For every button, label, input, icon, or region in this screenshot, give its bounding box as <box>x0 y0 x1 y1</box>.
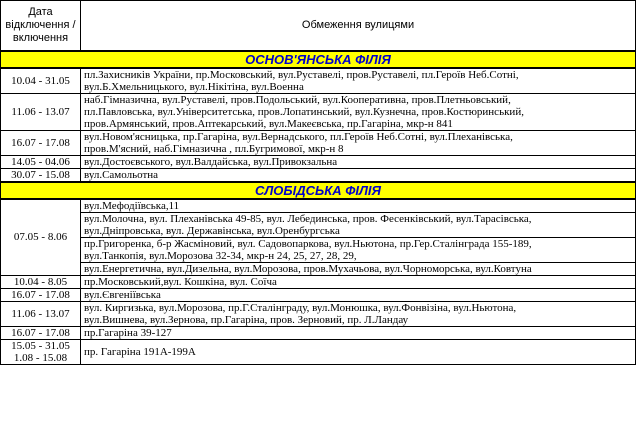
header-date: Дата відключення / включення <box>1 1 81 51</box>
table-row <box>1 199 636 213</box>
row-streets <box>81 326 636 339</box>
row-streets <box>81 212 636 237</box>
row-date: 16.07 - 17.08 <box>1 288 81 301</box>
table-row <box>1 237 636 262</box>
streets-line: пл.Павловська, вул.Університетська, пров.Лопатинський, вул.Кузнечна, пров.Костюринський, <box>84 105 524 118</box>
streets-line: пров.Армянський, пров.Аптекарський, вул.Макеєвська, пр.Гагаріна, мкр-н 841 <box>84 117 453 130</box>
row-date: 10.04 - 31.05 <box>1 68 81 94</box>
row-streets <box>81 130 636 155</box>
table-row <box>1 288 636 301</box>
table-row <box>1 130 636 155</box>
streets-line: вул.Молочна, вул. Плеханівська 49-85, вул. Лебединська, пров. Фесенківський, вул.Тарасівська, <box>84 212 532 225</box>
streets-line: вул.Новом'ясницька, пр.Гагаріна, вул.Вернадського, пл.Героїв Неб.Сотні, вул.Плеханівська, <box>84 130 513 143</box>
streets-line: вул.Самольотна <box>84 168 159 181</box>
table-row <box>1 68 636 94</box>
streets-line: вул.Євгеніївська <box>84 288 161 301</box>
streets-line: пр.Григоренка, б-р Жасміновий, вул. Садовопаркова, вул.Ньютона, пр.Гер.Сталінграда 155-189, <box>84 237 532 250</box>
row-date: 11.06 - 13.07 <box>1 301 81 326</box>
streets-line: наб.Гімназична, вул.Руставелі, пров.Подольський, вул.Кооперативна, пров.Плетньовський, <box>84 93 511 106</box>
row-date: 16.07 - 17.08 <box>1 326 81 339</box>
row-date: 11.06 - 13.07 <box>1 93 81 130</box>
streets-line: вул.Енергетична, вул.Дизельна, вул.Морозова, пров.Мухачьова, вул.Чорноморська, вул.Ковтуна <box>84 262 532 275</box>
row-date: 10.04 - 8.05 <box>1 275 81 288</box>
branch-title: СЛОБІДСЬКА ФІЛІЯ <box>1 182 636 199</box>
row-streets <box>81 68 636 94</box>
table-row <box>1 301 636 326</box>
row-streets <box>81 93 636 130</box>
streets-line: пр. Гагаріна 191А-199А <box>84 345 196 358</box>
streets-line: пл.Захисників України, пр.Московський, вул.Руставелі, пров.Руставелі, пл.Героїв Неб.Сотні, <box>84 68 519 81</box>
streets-line: пр.Гагаріна 39-127 <box>84 326 172 339</box>
row-streets <box>81 288 636 301</box>
table-row <box>1 168 636 182</box>
row-date: 07.05 - 8.06 <box>1 199 81 276</box>
header-row <box>1 1 636 51</box>
streets-line: вул. Киргизька, вул.Морозова, пр.Г.Сталінграду, вул.Монюшка, вул.Фонвізіна, вул.Ньютона, <box>84 301 517 314</box>
row-date: 30.07 - 15.08 <box>1 168 81 182</box>
streets-line: вул.Достоєвського, вул.Валдайська, вул.Привокзальна <box>84 155 338 168</box>
row-streets <box>81 199 636 213</box>
row-date: 16.07 - 17.08 <box>1 130 81 155</box>
row-date: 15.05 - 31.05 1.08 - 15.08 <box>1 339 81 364</box>
branch-row-slobidska <box>1 182 636 199</box>
table-row <box>1 212 636 237</box>
streets-line: пр.Московський,вул. Кошкіна, вул. Соїча <box>84 275 277 288</box>
row-streets <box>81 301 636 326</box>
streets-line: вул.Б.Хмельницького, вул.Нікітіна, вул.Военна <box>84 80 304 93</box>
streets-line: вул.Дніпровська, вул. Державінська, вул.Оренбургська <box>84 224 340 237</box>
table-row <box>1 155 636 168</box>
row-streets <box>81 275 636 288</box>
streets-line: пров.М'ясний, наб.Гімназична , пл.Бугримової, мкр-н 8 <box>84 142 344 155</box>
header-streets: Обмеження вулицями <box>81 1 636 51</box>
row-date: 14.05 - 04.06 <box>1 155 81 168</box>
streets-line: вул.Танкопія, вул.Морозова 32-34, мкр-н 24, 25, 27, 28, 29, <box>84 249 357 262</box>
table-row <box>1 339 636 364</box>
branch-row-osnovianska <box>1 51 636 68</box>
row-streets <box>81 339 636 364</box>
row-streets <box>81 155 636 168</box>
row-streets <box>81 237 636 262</box>
row-streets <box>81 262 636 275</box>
table-row <box>1 262 636 275</box>
row-streets <box>81 168 636 182</box>
table-row <box>1 275 636 288</box>
table-row <box>1 93 636 130</box>
streets-line: вул.Вишнева, вул.Зернова, пр.Гагаріна, пров. Зерновий, пр. Л.Ландау <box>84 313 409 326</box>
streets-line: вул.Мефодіївська,11 <box>84 199 180 212</box>
branch-title: ОСНОВ'ЯНСЬКА ФІЛІЯ <box>1 51 636 68</box>
table-row <box>1 326 636 339</box>
